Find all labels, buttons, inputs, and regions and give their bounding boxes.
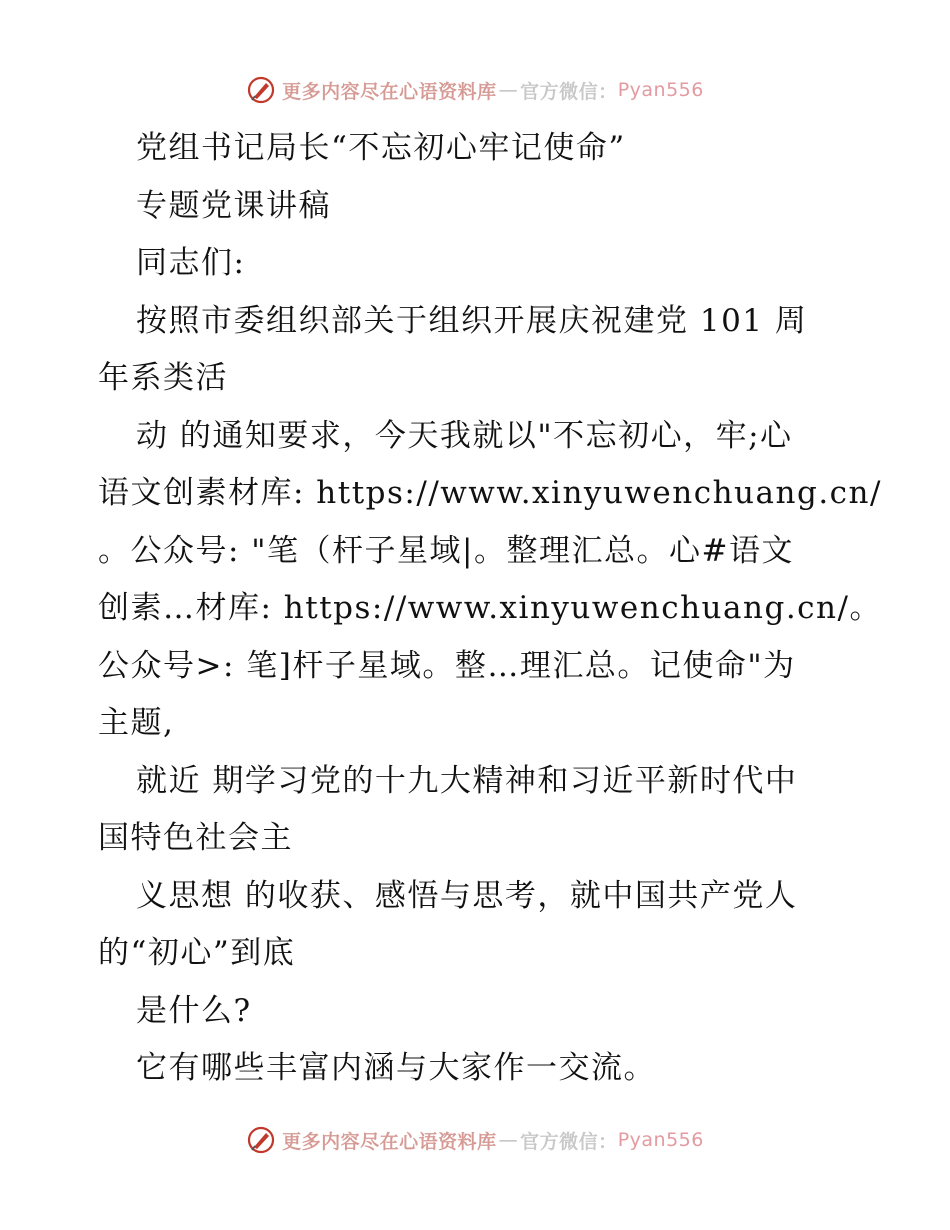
banner-text-main: 更多内容尽在心语资料库	[282, 80, 497, 103]
doc-line: 是什么?	[136, 992, 252, 1029]
doc-line: 国特色社会主	[98, 820, 293, 856]
doc-line: 的“初心”到底	[98, 935, 296, 971]
doc-title-line-1: 党组书记局长“不忘初心牢记使命”	[136, 130, 626, 166]
doc-line: 动 的通知要求，今天我就以"不忘初心，牢;心	[136, 417, 793, 454]
footer-banner	[0, 1120, 950, 1160]
doc-line: 创素…材库: https://www.xinyuwenchuang.cn/。	[98, 590, 882, 626]
banner-text-id: Pyan556	[617, 79, 704, 101]
banner-dash: —	[498, 79, 519, 101]
doc-line: 主题,	[98, 705, 175, 741]
doc-line: 。公众号: "笔（杆子星域|。整理汇总。心#语文	[98, 532, 794, 569]
doc-line: 语文创素材库: https://www.xinyuwenchuang.cn/	[98, 475, 882, 511]
banner-text-id: Pyan556	[617, 1129, 704, 1151]
document-body	[98, 120, 882, 1098]
quill-pen-circle-icon	[246, 75, 276, 105]
doc-salutation: 同志们:	[136, 245, 246, 281]
doc-line: 公众号>: 笔]杆子星域。整…理汇总。记使命"为	[98, 647, 796, 684]
banner-dash: —	[498, 1129, 519, 1151]
banner-text-wechat: 官方微信：	[520, 1130, 618, 1153]
doc-title-line-2: 专题党课讲稿	[136, 187, 331, 224]
doc-line: 按照市委组织部关于组织开展庆祝建党 101 周	[136, 302, 808, 339]
doc-line: 它有哪些丰富内涵与大家作一交流。	[136, 1050, 656, 1086]
banner-text-wechat: 官方微信：	[520, 80, 618, 103]
doc-line: 就近 期学习党的十九大精神和习近平新时代中	[136, 762, 798, 799]
doc-line: 义思想 的收获、感悟与思考，就中国共产党人	[136, 877, 798, 914]
banner-text-main: 更多内容尽在心语资料库	[282, 1130, 497, 1153]
quill-pen-circle-icon	[246, 1125, 276, 1155]
doc-line: 年系类活	[98, 360, 228, 396]
header-banner	[0, 70, 950, 110]
